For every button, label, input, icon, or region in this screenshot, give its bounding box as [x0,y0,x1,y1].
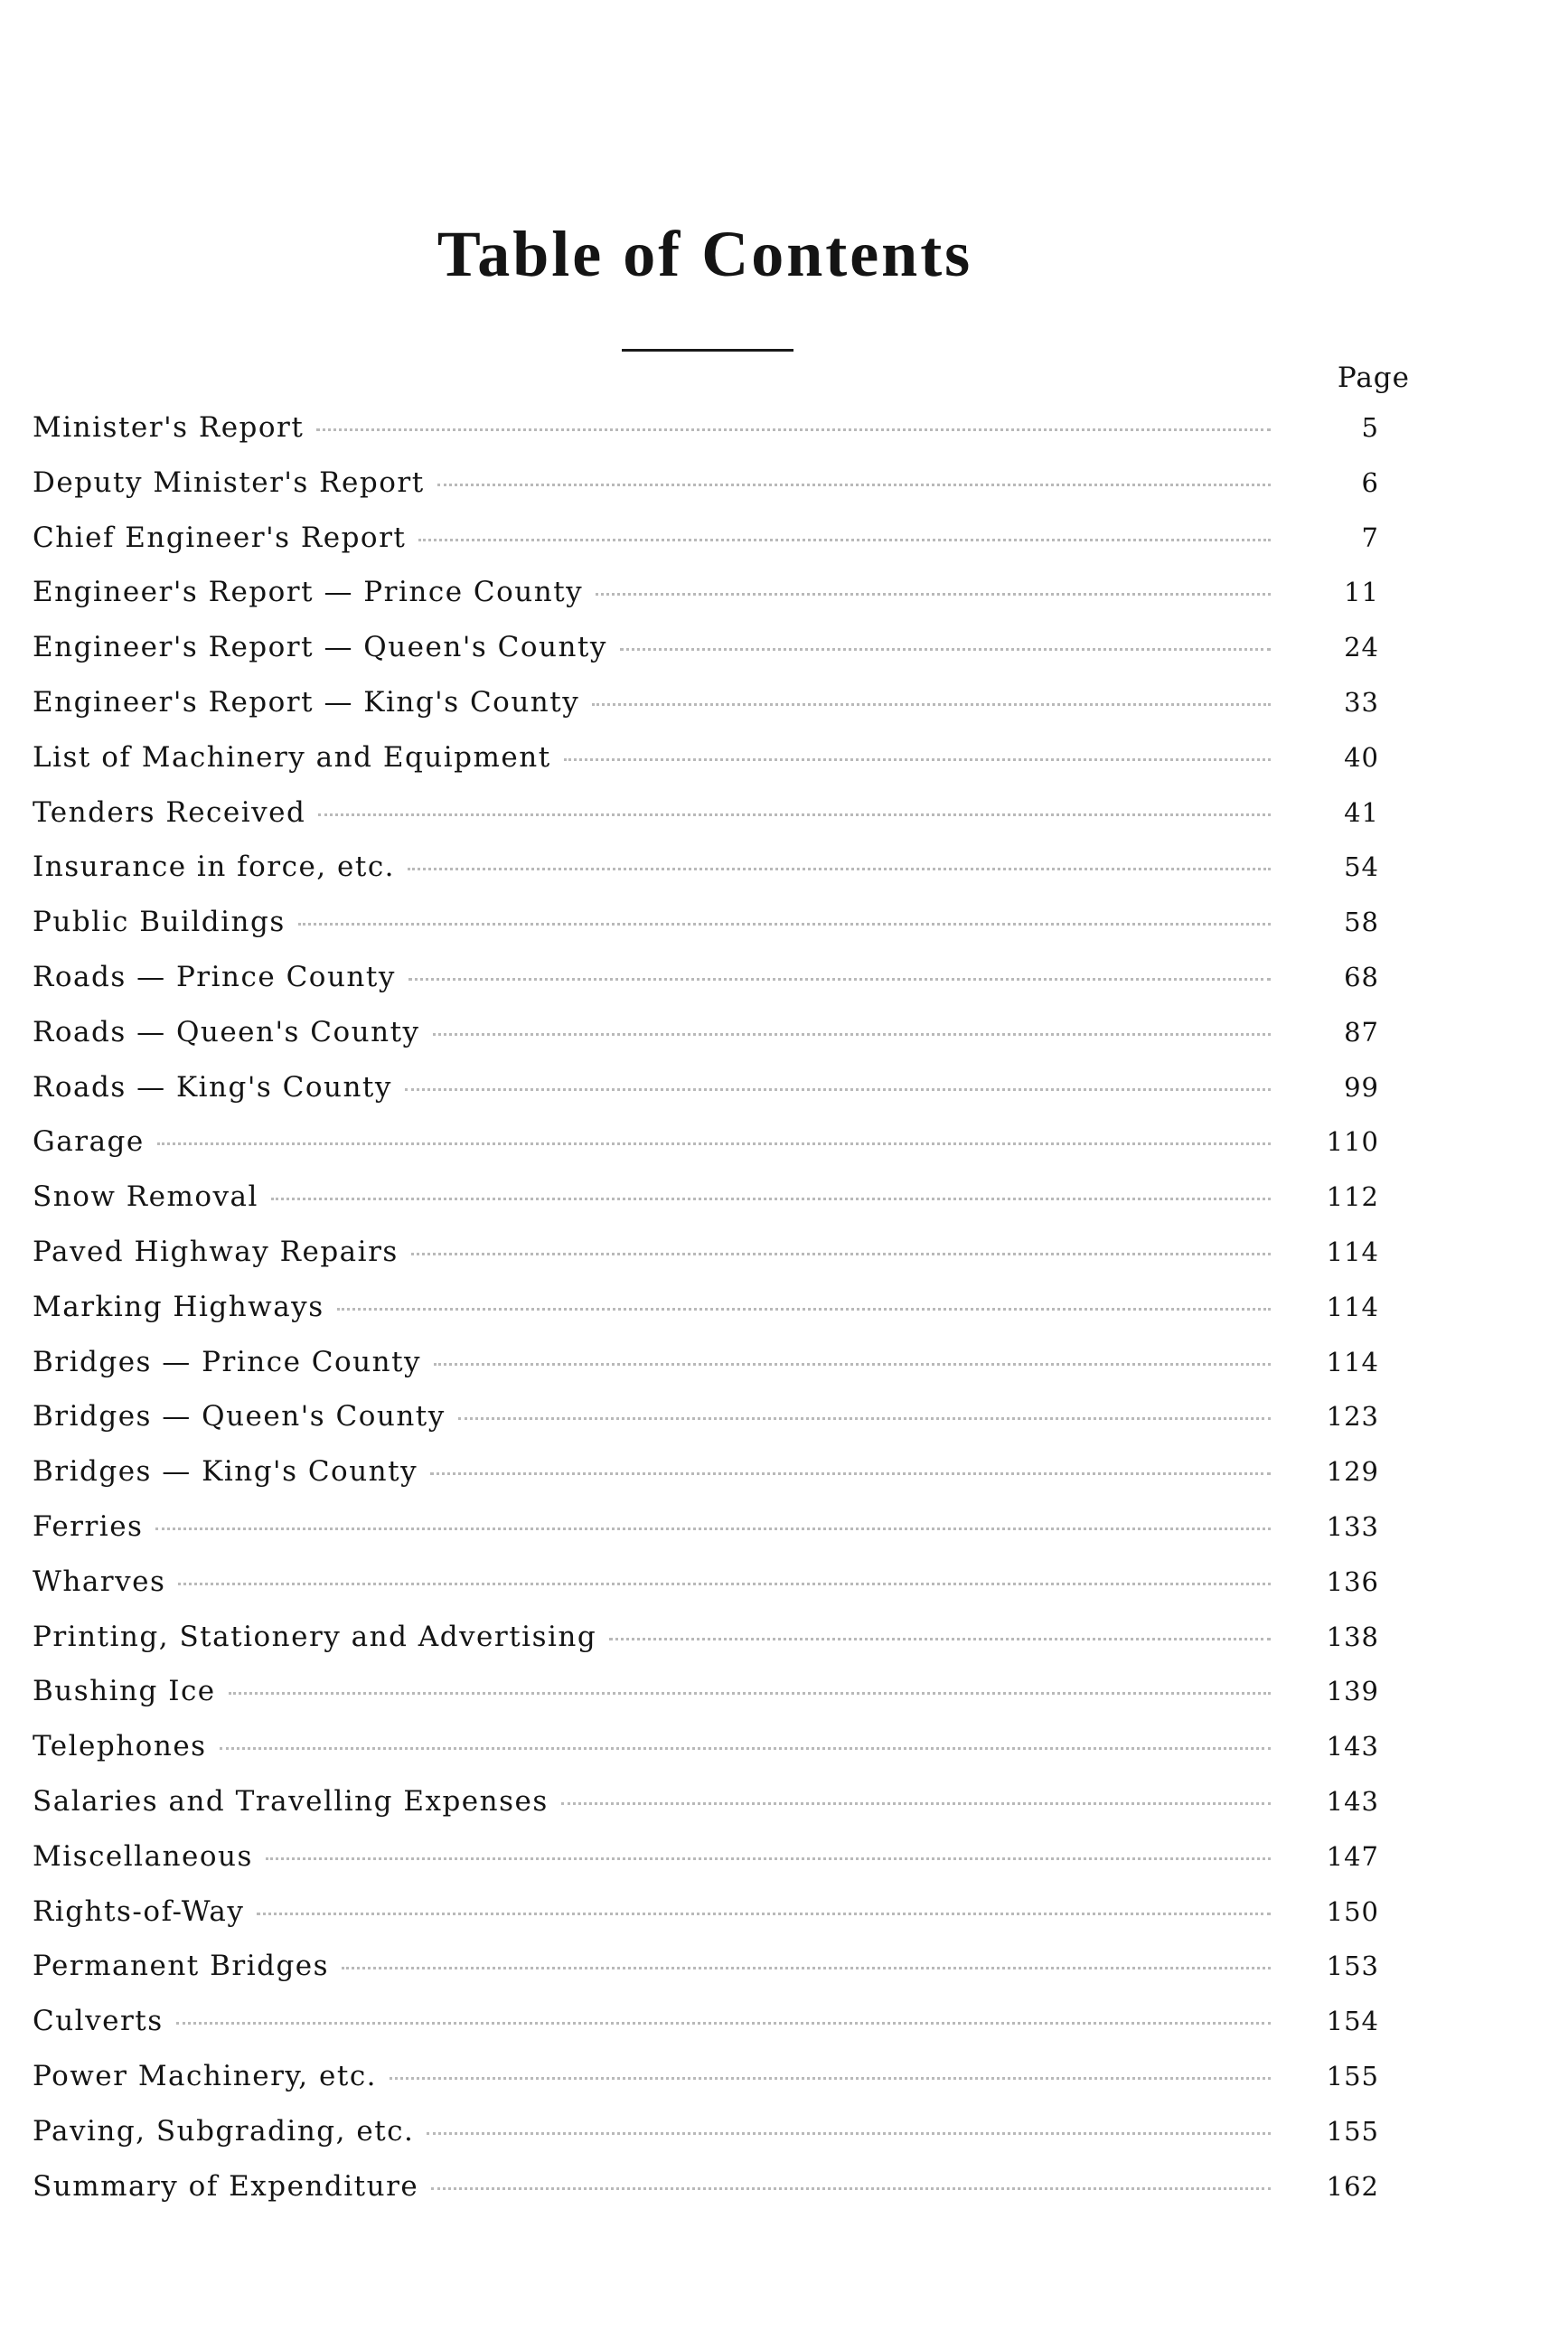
toc-entry [33,1510,1379,1565]
toc-entry-label: Roads — Queen's County [33,1015,420,1048]
toc-entry [33,1455,1379,1510]
dot-leader [178,1583,1271,1585]
dot-leader [257,1913,1271,1915]
toc-entry [33,466,1379,522]
dot-leader [390,2077,1271,2080]
toc-entry [33,576,1379,631]
toc-entry [33,1125,1379,1180]
toc-entry-label: Chief Engineer's Report [33,521,407,554]
page-column-header: Page [1337,362,1410,394]
toc-entry [33,1346,1379,1401]
toc-entry [33,961,1379,1016]
toc-entry-page-number: 40 [1344,741,1379,773]
toc-entry-page-number: 147 [1326,1840,1379,1872]
toc-entry [33,2060,1379,2115]
toc-entry [33,1675,1379,1730]
toc-entry-label: Insurance in force, etc. [33,851,396,884]
toc-entry [33,1236,1379,1291]
title-underline-rule [622,349,793,352]
toc-entry-page-number: 114 [1326,1346,1379,1377]
toc-entry [33,2170,1379,2225]
dot-leader [155,1528,1271,1530]
dot-leader [408,868,1271,870]
toc-entry-page-number: 68 [1344,961,1379,992]
toc-entry [33,1180,1379,1236]
toc-entry-label: Permanent Bridges [33,1950,330,1983]
toc-entry-page-number: 110 [1326,1126,1379,1158]
toc-entry-label: Bridges — Queen's County [33,1400,446,1434]
toc-entry [33,631,1379,686]
toc-entry [33,1016,1379,1071]
dot-leader [266,1857,1271,1860]
toc-entry-page-number: 7 [1361,522,1379,553]
dot-leader [418,539,1271,541]
toc-entry-page-number: 155 [1326,2115,1379,2147]
page-title: Table of Contents [437,218,973,290]
toc-entry [33,1291,1379,1346]
toc-entry-label: Minister's Report [33,411,305,444]
dot-leader [342,1967,1271,1969]
toc-entry-page-number: 129 [1326,1456,1379,1488]
toc-entry-label: Bushing Ice [33,1675,216,1708]
toc-entry [33,741,1379,796]
dot-leader [427,2132,1271,2135]
dot-leader [592,703,1271,706]
toc-entry [33,1400,1379,1455]
toc-entry-page-number: 6 [1361,466,1379,498]
toc-entry-page-number: 41 [1344,796,1379,828]
toc-entry-label: Ferries [33,1509,144,1543]
dot-leader [176,2022,1271,2025]
dot-leader [561,1802,1271,1805]
toc-entry-label: Bridges — King's County [33,1455,418,1489]
toc-entry-label: Miscellaneous [33,1839,253,1873]
dot-leader [229,1692,1271,1695]
toc-entry-label: Engineer's Report — Prince County [33,576,584,609]
dot-leader [620,648,1271,651]
toc-entry [33,1950,1379,2005]
toc-entry-label: Salaries and Travelling Expenses [33,1784,549,1818]
toc-entry-page-number: 54 [1344,851,1379,883]
toc-entry-page-number: 99 [1344,1071,1379,1103]
toc-entry-label: List of Machinery and Equipment [33,740,551,774]
toc-entry-page-number: 114 [1326,1236,1379,1267]
toc-entry-label: Power Machinery, etc. [33,2059,378,2092]
toc-entry [33,851,1379,906]
toc-entry-page-number: 136 [1326,1565,1379,1597]
toc-entry-label: Engineer's Report — Queen's County [33,631,607,664]
toc-entry [33,1730,1379,1785]
toc-entry-label: Deputy Minister's Report [33,465,425,499]
dot-leader [437,484,1271,486]
toc-entry-label: Bridges — Prince County [33,1345,422,1378]
toc-entry [33,1621,1379,1676]
toc-entry [33,411,1379,466]
toc-entry-page-number: 24 [1344,632,1379,663]
dot-leader [458,1417,1271,1420]
toc-entry-page-number: 139 [1326,1676,1379,1707]
toc-entry-label: Public Buildings [33,906,286,939]
toc-entry-label: Engineer's Report — King's County [33,685,580,719]
toc-entry-page-number: 143 [1326,1785,1379,1817]
toc-entry-label: Garage [33,1125,145,1159]
toc-entry [33,2115,1379,2170]
toc-entry-page-number: 154 [1326,2006,1379,2037]
toc-entry-page-number: 5 [1361,412,1379,443]
toc-entry-label: Summary of Expenditure [33,2169,419,2203]
dot-leader [434,1363,1271,1366]
toc-entry-page-number: 155 [1326,2060,1379,2092]
toc-entry-page-number: 133 [1326,1510,1379,1542]
dot-leader [609,1638,1271,1640]
toc-entry-page-number: 87 [1344,1016,1379,1048]
toc-entry-label: Tenders Received [33,795,306,829]
toc-entry-label: Printing, Stationery and Advertising [33,1620,597,1653]
toc-entry-label: Roads — King's County [33,1070,392,1104]
toc-entry-page-number: 11 [1344,577,1379,608]
dot-leader [337,1308,1271,1311]
toc-entry [33,1785,1379,1840]
toc-entry-page-number: 162 [1326,2170,1379,2202]
dot-leader [298,923,1271,926]
table-of-contents-list [33,411,1379,2224]
toc-entry-label: Marking Highways [33,1290,324,1323]
dot-leader [405,1088,1271,1091]
toc-entry-label: Snow Removal [33,1180,258,1214]
toc-entry-label: Paving, Subgrading, etc. [33,2114,415,2148]
dot-leader [157,1142,1271,1145]
toc-entry-label: Culverts [33,2005,164,2038]
toc-entry [33,1565,1379,1621]
toc-entry-label: Wharves [33,1565,166,1598]
dot-leader [430,1472,1271,1475]
dot-leader [318,813,1271,816]
toc-entry-label: Paved Highway Repairs [33,1235,399,1268]
toc-entry-page-number: 33 [1344,686,1379,718]
toc-entry-page-number: 150 [1326,1895,1379,1927]
toc-entry-page-number: 112 [1326,1181,1379,1213]
toc-entry-label: Rights-of-Way [33,1894,245,1928]
toc-entry [33,1071,1379,1126]
toc-entry-page-number: 153 [1326,1950,1379,1982]
toc-entry [33,906,1379,961]
dot-leader [408,978,1271,981]
toc-entry-label: Telephones [33,1730,207,1763]
toc-entry [33,1895,1379,1950]
dot-leader [220,1747,1271,1750]
dot-leader [433,1033,1271,1036]
toc-entry-page-number: 114 [1326,1291,1379,1322]
toc-entry-page-number: 123 [1326,1401,1379,1433]
toc-entry [33,796,1379,851]
dot-leader [411,1253,1271,1255]
dot-leader [271,1198,1271,1200]
toc-entry [33,2005,1379,2060]
toc-entry-page-number: 143 [1326,1731,1379,1762]
toc-entry-page-number: 58 [1344,907,1379,938]
toc-entry-label: Roads — Prince County [33,960,396,993]
dot-leader [596,593,1271,596]
dot-leader [316,428,1271,431]
toc-entry-page-number: 138 [1326,1621,1379,1652]
toc-entry [33,686,1379,741]
toc-entry [33,1840,1379,1895]
toc-entry [33,522,1379,577]
dot-leader [564,758,1271,761]
dot-leader [431,2187,1271,2190]
